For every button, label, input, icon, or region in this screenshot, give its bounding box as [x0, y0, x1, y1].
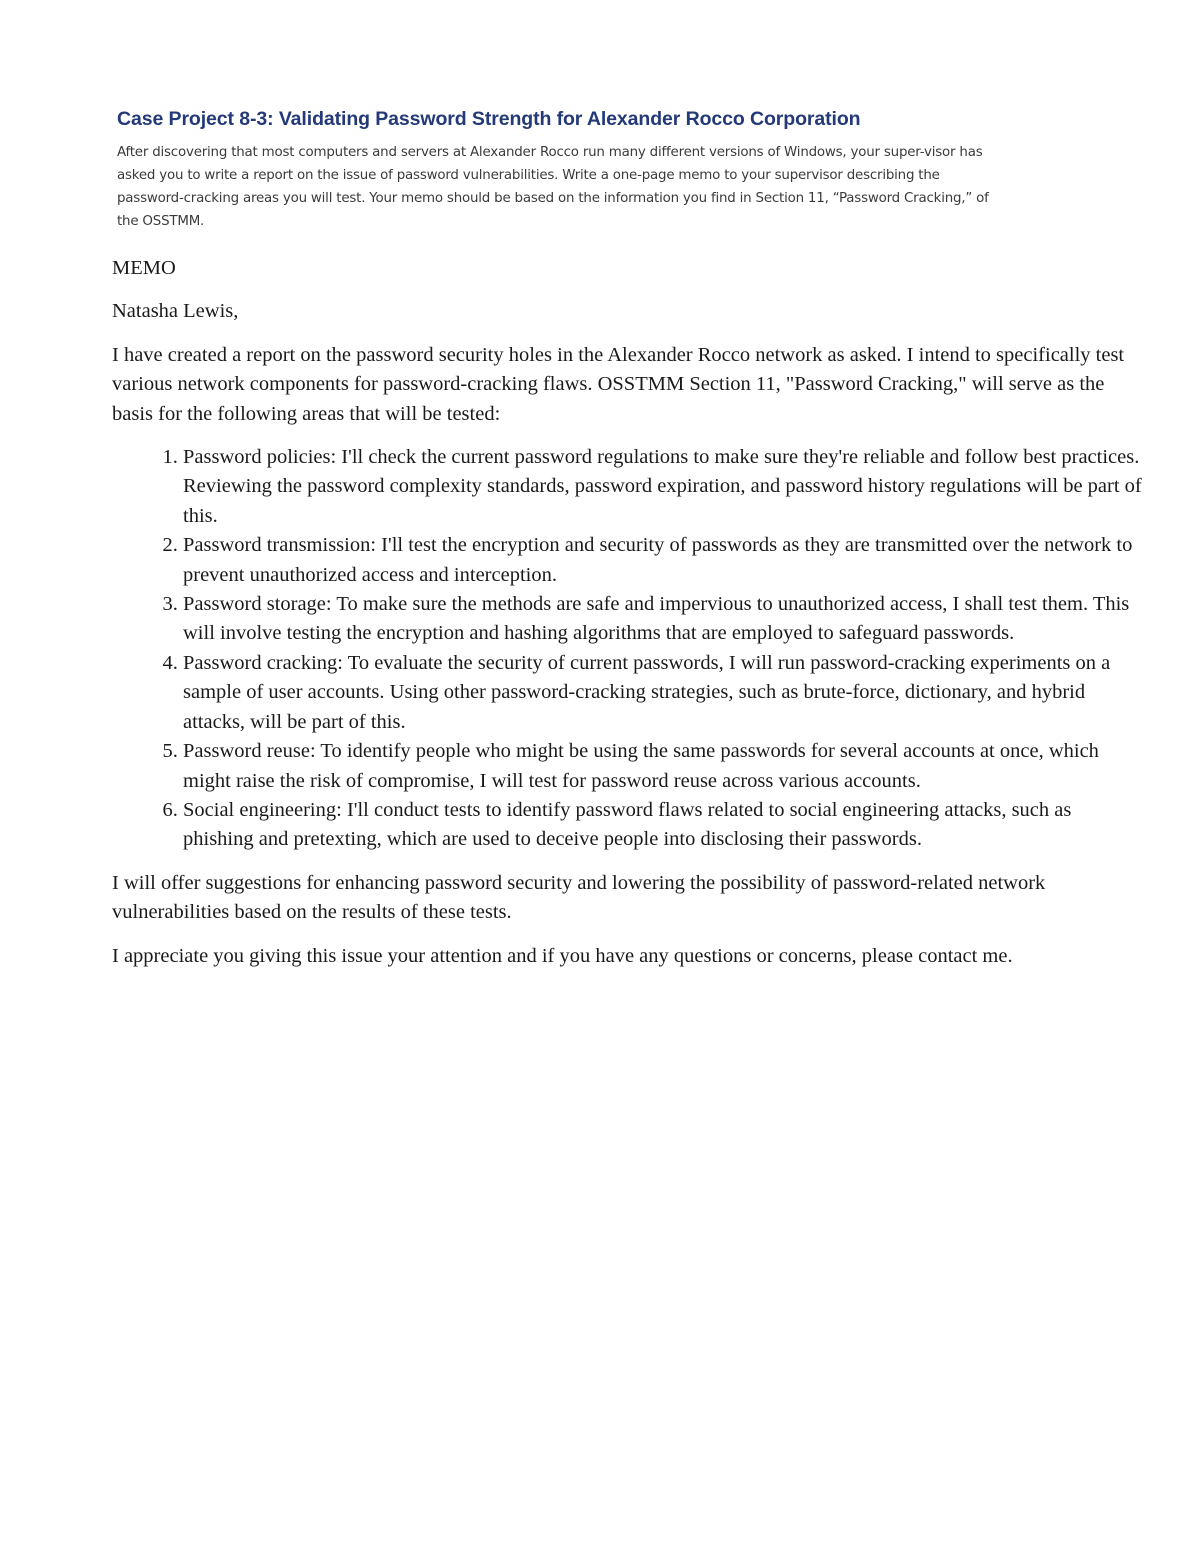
case-project-excerpt	[117, 108, 997, 233]
list-item-password-transmission: 2. Password transmission: I'll test the encryption and security of passwords as they are transmitted over the network to prevent unauthorized access and interception.	[183, 531, 1142, 590]
memo-body	[112, 254, 1142, 985]
list-item-password-reuse: 5. Password reuse: To identify people who might be using the same passwords for several accounts at once, which might raise the risk of compromise, I will test for password reuse across various accounts.	[183, 737, 1142, 796]
test-areas-list	[112, 443, 1142, 855]
list-item-social-engineering: 6. Social engineering: I'll conduct tests to identify password flaws related to social engineering attacks, such as phishing and pretexting, which are used to deceive people into disclosing their passwords.	[183, 796, 1142, 855]
memo-salutation: Natasha Lewis,	[112, 300, 239, 323]
case-project-description: After discovering that most computers and servers at Alexander Rocco run many different versions of Windows, your super-visor has asked you to write a report on the issue of password vulnerabilities. Write a one-page memo to your supervisor describing the password-cracking areas you will test. Your memo should be based on the information you find in Section 11, “Password Cracking,” of the OSSTMM.	[117, 145, 989, 229]
memo-intro-paragraph: I have created a report on the password security holes in the Alexander Rocco network as asked. I intend to specifically test various network components for password-cracking flaws. OSSTMM Section 11, "Password Cracking," will serve as the basis for the following areas that will be tested:	[112, 343, 1125, 425]
case-project-title: Case Project 8-3: Validating Password Strength for Alexander Rocco Corporation	[117, 108, 861, 130]
list-item-password-policies: 1. Password policies: I'll check the current password regulations to make sure they're reliable and follow best practices. Reviewing the password complexity standards, password expiration, and password history regulations will be part of this.	[183, 443, 1142, 531]
memo-heading: MEMO	[112, 257, 176, 279]
memo-closing-paragraph: I appreciate you giving this issue your attention and if you have any questions or concerns, please contact me.	[112, 944, 1013, 967]
list-item-password-cracking: 4. Password cracking: To evaluate the security of current passwords, I will run password-cracking experiments on a sample of user accounts. Using other password-cracking strategies, such as brute-force, dictionary, and hybrid attacks, will be part of this.	[183, 649, 1142, 737]
list-item-password-storage: 3. Password storage: To make sure the methods are safe and impervious to unauthorized access, I shall test them. This will involve testing the encryption and hashing algorithms that are employed to safeguard passwords.	[183, 590, 1142, 649]
memo-conclusion-paragraph: I will offer suggestions for enhancing password security and lowering the possibility of password-related network vulnerabilities based on the results of these tests.	[112, 871, 1046, 924]
